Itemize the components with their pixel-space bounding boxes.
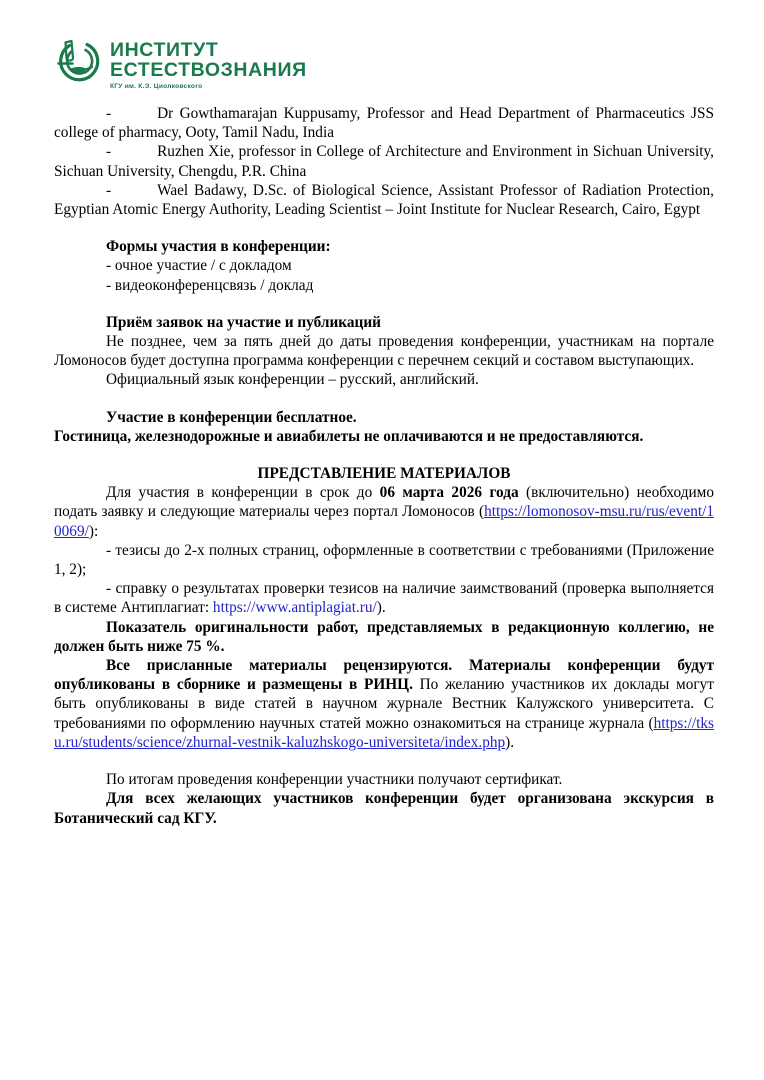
materials-item-theses: - тезисы до 2-х полных страниц, оформленные в соответствии с требованиями (Приложение 1, 2); xyxy=(54,541,714,579)
speaker-text: Ruzhen Xie, professor in College of Architecture and Environment in Sichuan University, Sichuan University, Chengdu, P.R. China xyxy=(54,143,714,180)
institute-logo-header xyxy=(56,38,307,92)
participation-heading: Формы участия в конференции: xyxy=(106,238,331,256)
excursion-notice: Для всех желающих участников конференции будет организована экскурсия в Ботанический сад КГУ. xyxy=(54,790,714,827)
spacer xyxy=(54,446,714,464)
speaker-text: Wael Badawy, D.Sc. of Biological Science, Assistant Professor of Radiation Protection, Egyptian Atomic Energy Authority, Leading Scientist – Joint Institute for Nuclear Research, Cairo, Egypt xyxy=(54,181,714,219)
review-tail-text: ). xyxy=(505,733,515,751)
spacer xyxy=(54,295,714,313)
materials-intro-part1: Для участия в конференции в срок до xyxy=(106,484,380,502)
spacer xyxy=(54,752,714,770)
materials-heading: ПРЕДСТАВЛЕНИЕ МАТЕРИАЛОВ xyxy=(257,465,511,483)
applications-heading: Приём заявок на участие и публикаций xyxy=(106,313,381,331)
review-rest-text: По желанию участников их доклады могут быть опубликованы в виде статей в научном журнале Вестник Калужского университета. С требованиями по оформлению научных статей можно ознакомиться на странице журнала ( xyxy=(54,676,714,732)
speaker-text: Dr Gowthamarajan Kuppusamy, Professor and Head Department of Pharmaceutics JSS college of pharmacy, Ooty, Tamil Nadu, India xyxy=(54,105,714,142)
originality-requirement: Показатель оригинальности работ, представляемых в редакционную коллегию, не должен быть ниже 75 %. xyxy=(54,618,714,655)
speaker-list-item xyxy=(54,104,714,142)
submission-deadline: 06 марта 2026 года xyxy=(379,484,519,502)
antiplagiat-text-part1: - справку о результатах проверки тезисов на наличие заимствований (проверка выполняется в системе Антиплагиат: xyxy=(54,580,714,617)
materials-item-antiplagiat xyxy=(54,579,714,617)
free-participation-line-2: Гостиница, железнодорожные и авиабилеты не оплачиваются и не предоставляются. xyxy=(54,427,644,445)
materials-intro-part3: ): xyxy=(88,522,99,540)
speaker-list-item xyxy=(54,181,714,219)
spacer xyxy=(54,219,714,237)
speaker-bullet: - xyxy=(106,181,112,199)
materials-intro-paragraph xyxy=(54,483,714,541)
logo-line-2: ЕСТЕСТВОЗНАНИЯ xyxy=(110,59,307,81)
document-body xyxy=(54,104,714,828)
free-participation-line-1: Участие в конференции бесплатное. xyxy=(106,408,357,426)
antiplagiat-link[interactable]: https://www.antiplagiat.ru/ xyxy=(212,599,377,617)
participation-option: - видеоконференцсвязь / доклад xyxy=(106,276,314,294)
vestnik-journal-link[interactable]: https://tksu.ru/students/science/zhurnal-vestnik-kaluzhskogo-universiteta/index.php xyxy=(54,714,714,751)
institute-flask-leaf-logo-icon xyxy=(56,38,100,84)
logo-subtitle: КГУ им. К.Э. Циолковского xyxy=(110,83,203,90)
certificate-notice: По итогам проведения конференции участники получают сертификат. xyxy=(106,771,563,789)
applications-paragraph-1: Не позднее, чем за пять дней до даты проведения конференции, участникам на портале Ломоносов будет доступна программа конференции с перечнем секций и составом выступающих. xyxy=(54,333,714,370)
materials-intro-part2: (включительно) необходимо подать заявку и следующие материалы через портал Ломоносов ( xyxy=(54,484,714,521)
institute-logo-wordmark xyxy=(110,38,307,92)
speaker-list-item xyxy=(54,142,714,180)
antiplagiat-text-part2: ). xyxy=(376,599,386,617)
logo-line-1: ИНСТИТУТ xyxy=(110,39,219,61)
lomonosov-portal-link[interactable]: https://lomonosov-msu.ru/rus/event/10069/ xyxy=(54,503,714,540)
applications-paragraph-2: Официальный язык конференции – русский, английский. xyxy=(106,371,479,389)
participation-option: - очное участие / с докладом xyxy=(106,257,292,275)
spacer xyxy=(54,390,714,408)
speaker-bullet: - xyxy=(106,105,112,122)
review-and-publication-paragraph xyxy=(54,656,714,752)
speaker-bullet: - xyxy=(106,143,112,161)
review-bold-text: Все присланные материалы рецензируются. Материалы конференции будут опубликованы в сборнике и размещены в РИНЦ. xyxy=(54,657,714,694)
